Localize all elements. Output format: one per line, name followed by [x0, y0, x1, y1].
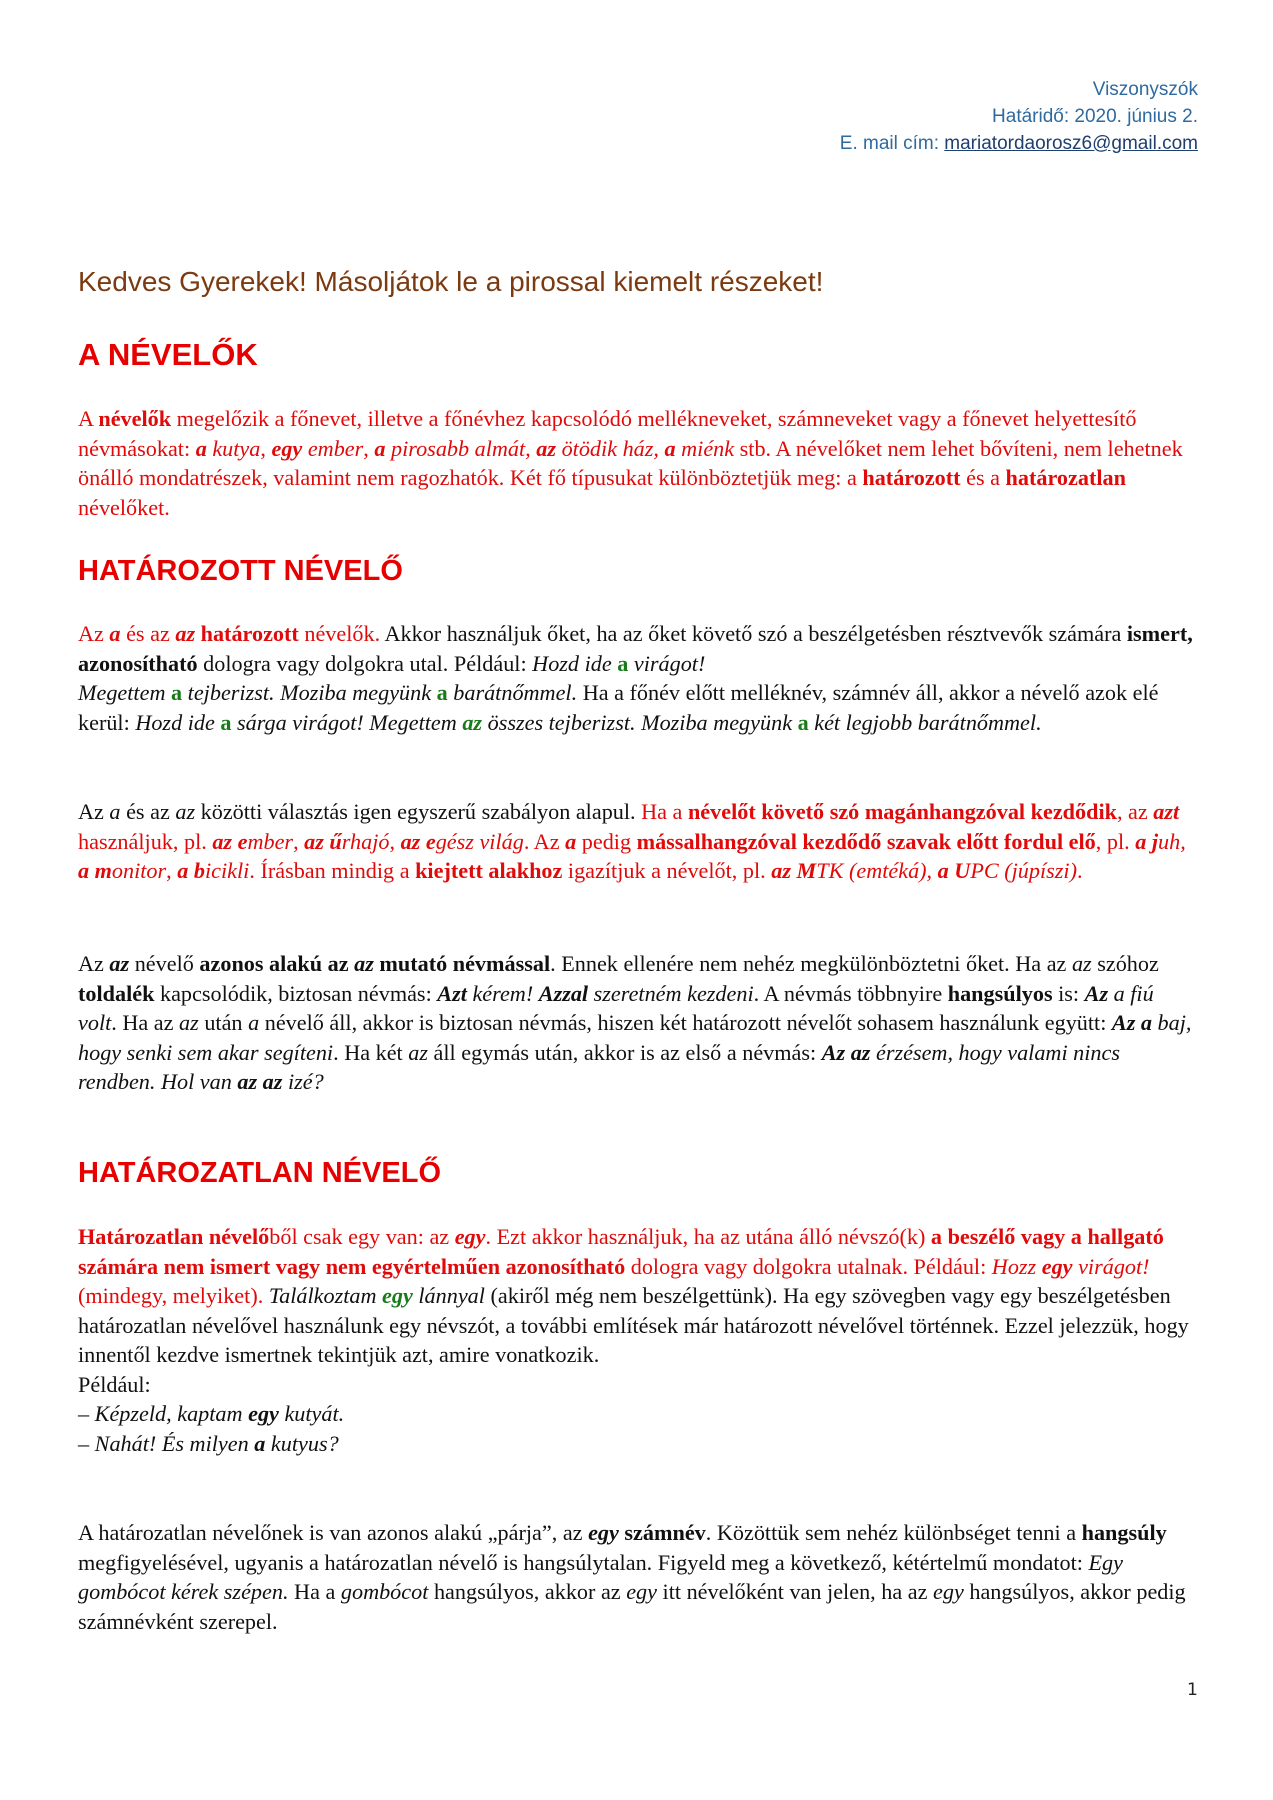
- text-run: a: [195, 435, 207, 461]
- text-run: Azt: [437, 980, 467, 1006]
- text-run: a fiú volt: [78, 980, 1154, 1035]
- text-run: . Ezt akkor használjuk, ha az utána álló névszó(k): [485, 1224, 931, 1249]
- page-number: 1: [1187, 1680, 1198, 1700]
- text-run: határozatlan: [1005, 465, 1126, 490]
- text-run: a: [109, 799, 121, 824]
- text-run: igazítjuk a névelőt, pl.: [562, 858, 772, 883]
- text-run: –: [78, 1430, 95, 1456]
- document-header: [840, 76, 1198, 157]
- text-run: az: [1071, 951, 1092, 976]
- text-run: a: [109, 621, 121, 646]
- text-run: . A névmás többnyire: [753, 980, 948, 1006]
- text-run: szóhoz: [1091, 951, 1159, 976]
- text-run: egy: [248, 1401, 279, 1426]
- subject-title: Viszonyszók: [1092, 79, 1198, 100]
- text-run: az: [536, 435, 557, 461]
- text-run: határozott: [200, 621, 299, 646]
- text-run: után: [198, 1010, 249, 1035]
- text-run: használjuk, pl.: [78, 828, 213, 854]
- text-run: ,: [389, 828, 401, 854]
- text-run: a b: [177, 858, 205, 883]
- text-run: a: [171, 680, 183, 705]
- text-run: határozott: [862, 465, 961, 490]
- text-run: az: [462, 709, 483, 735]
- text-run: –: [78, 1401, 95, 1426]
- text-run: onitor: [111, 858, 167, 883]
- text-run: ,: [293, 828, 305, 854]
- text-run: egy: [1041, 1253, 1073, 1279]
- text-run: pirosabb almát,: [385, 435, 537, 461]
- text-run: (akiről még nem beszélgettünk). Ha egy szövegben vagy egy beszélgetésben határozatlan névelővel használunk egy névszót, a további említések már határozott névelővel történnek. Ezzel jelezzük, hogy innentől kezdve ismertnek tekintjük azt, amire vonatkozik.: [78, 1283, 1189, 1367]
- text-run: hangsúly: [1081, 1520, 1167, 1545]
- text-run: az e: [400, 828, 436, 854]
- text-run: és a: [960, 465, 1006, 490]
- text-run: egy: [271, 435, 303, 461]
- text-run: uh,: [1158, 828, 1186, 854]
- text-run: áll egymás után, akkor is az első a névmás:: [428, 1039, 822, 1065]
- text-run: itt névelőként van jelen, ha az: [656, 1579, 933, 1604]
- text-run: . Az: [523, 828, 566, 854]
- text-run: Ha a: [641, 799, 688, 824]
- text-run: hangsúlyos, akkor pedig számnévként szerepel.: [78, 1579, 1186, 1634]
- main-heading: A NÉVELŐK: [78, 337, 258, 372]
- text-run: Határozatlan névelő: [78, 1224, 270, 1249]
- text-run: az: [408, 1039, 428, 1065]
- text-run: Megettem: [78, 680, 172, 705]
- text-run: névelők.: [298, 621, 381, 646]
- text-run: . Ha két: [333, 1039, 409, 1065]
- text-run: baj, hogy senki sem akar segíteni: [78, 1010, 1192, 1065]
- text-run: kiejtett alakhoz: [415, 858, 563, 883]
- text-run: számnév: [624, 1520, 706, 1545]
- text-run: és az: [120, 799, 176, 824]
- text-run: Például:: [78, 1371, 151, 1397]
- text-run: egy: [588, 1520, 619, 1545]
- text-run: ,: [363, 435, 375, 461]
- text-run: lánnyal: [412, 1283, 485, 1308]
- text-run: névelőket.: [78, 494, 170, 520]
- text-run: kapcsolódik, biztosan névmás:: [154, 980, 438, 1006]
- text-run: hangsúlyos: [947, 980, 1053, 1006]
- text-run: dologra vagy dolgokra utal. Például:: [197, 650, 533, 676]
- paragraph-intro-articles: [78, 404, 1198, 522]
- text-run: ismert, azonosítható: [78, 621, 1193, 676]
- text-run: egy: [382, 1283, 413, 1308]
- text-run: dologra vagy dolgokra utalnak. Például:: [625, 1253, 992, 1279]
- text-run: gombócot: [340, 1579, 429, 1604]
- text-run: kutyát.: [278, 1401, 345, 1426]
- text-run: az e: [212, 828, 248, 854]
- text-run: ,: [260, 435, 272, 461]
- text-run: az ű: [304, 828, 342, 854]
- text-run: izé?: [282, 1069, 324, 1094]
- text-run: gész világ: [435, 828, 524, 854]
- text-run: az: [179, 1010, 199, 1035]
- text-run: a: [436, 680, 448, 705]
- text-run: mássalhangzóval kezdődő szavak előtt fordul elő: [636, 828, 1096, 854]
- text-run: Akkor használjuk őket, ha az őket követő szó a beszélgetésben résztvevők számára: [380, 621, 1127, 646]
- text-run: névelő áll, akkor is biztosan névmás, hiszen két határozott névelőt sohasem használunk együtt:: [259, 1010, 1112, 1035]
- paragraph-a-vs-az: [78, 797, 1198, 886]
- text-run: rhajó: [341, 828, 390, 854]
- text-run: icikli: [204, 858, 250, 883]
- paragraph-az-pronoun: [78, 949, 1198, 1097]
- text-run: . Írásban mindig a: [249, 858, 416, 883]
- text-run: PC (júpíszi): [970, 858, 1077, 883]
- text-run: stb. A névelőket nem lehet bővíteni, nem lehetnek önálló mondatrészek, valamint nem ragozhatók. Két fő típusukat különböztetjük meg: a: [78, 435, 1183, 490]
- text-run: a beszélő vagy a hallgató számára nem ismert vagy nem egyértelműen azonosítható: [78, 1224, 1164, 1279]
- text-run: hangsúlyos, akkor az: [428, 1579, 627, 1604]
- text-run: a: [248, 1010, 260, 1035]
- text-run: Az a: [1111, 1010, 1152, 1035]
- text-run: érzésem, hogy valami nincs rendben. Hol van: [78, 1039, 1120, 1094]
- text-run: Egy gombócot kérek szépen.: [78, 1549, 1123, 1604]
- text-run: a: [617, 650, 629, 676]
- text-run: A határozatlan névelőnek is van azonos alakú „párja”, az: [78, 1520, 589, 1545]
- text-run: ötödik ház,: [556, 435, 665, 461]
- text-run: névelő: [129, 951, 200, 976]
- text-run: a: [797, 709, 809, 735]
- text-run: egy: [454, 1224, 486, 1249]
- text-run: Az: [78, 621, 110, 646]
- text-run: egy: [933, 1579, 964, 1604]
- text-run: ből csak egy van: az: [269, 1224, 455, 1249]
- text-run: Az: [78, 799, 110, 824]
- paragraph-egy-numeral: [78, 1518, 1198, 1636]
- text-run: virágot!: [628, 650, 706, 676]
- intro-instruction: Kedves Gyerekek! Másoljátok le a pirossal kiemelt részeket!: [78, 266, 824, 297]
- email-label: E. mail cím:: [839, 133, 945, 154]
- text-run: kérem!: [466, 980, 539, 1006]
- heading-definite-article: HATÁROZOTT NÉVELŐ: [78, 555, 403, 587]
- text-run: névelőt követő szó magánhangzóval kezdődik: [687, 799, 1117, 824]
- email-link[interactable]: mariatordaorosz6@gmail.com: [944, 133, 1198, 154]
- text-run: azonos alakú az: [199, 951, 355, 976]
- text-run: Az az: [821, 1039, 871, 1065]
- text-run: két legjobb barátnőmmel.: [808, 709, 1042, 735]
- text-run: Nahát! És milyen: [94, 1430, 255, 1456]
- text-run: kutyus?: [265, 1430, 339, 1456]
- text-run: tejberizst. Moziba megyünk: [182, 680, 437, 705]
- text-run: ,: [166, 858, 178, 883]
- text-run: Találkoztam: [268, 1283, 383, 1308]
- text-run: , pl.: [1095, 828, 1136, 854]
- text-run: a: [374, 435, 386, 461]
- text-run: is:: [1052, 980, 1085, 1006]
- text-run: mber: [247, 828, 294, 854]
- text-run: a: [254, 1430, 266, 1456]
- text-run: kutya: [206, 435, 261, 461]
- text-run: névelők: [98, 406, 172, 431]
- text-run: Ha a főnév előtt melléknév, számnév áll, akkor a névelő azok elé kerül:: [78, 680, 1159, 735]
- text-run: a m: [78, 858, 112, 883]
- text-run: miénk: [675, 435, 735, 461]
- text-run: pedig: [576, 828, 637, 854]
- text-run: Az: [78, 951, 110, 976]
- text-run: Az: [1084, 980, 1109, 1006]
- heading-indefinite-article: HATÁROZATLAN NÉVELŐ: [78, 1157, 442, 1189]
- text-run: a: [664, 435, 676, 461]
- text-run: (mindegy, melyiket).: [78, 1283, 264, 1308]
- text-run: azt: [1153, 799, 1180, 824]
- text-run: TK (emtéká),: [816, 858, 938, 883]
- text-run: az M: [771, 858, 817, 883]
- text-run: az: [109, 951, 130, 976]
- text-run: A: [78, 406, 99, 431]
- text-run: . Közöttük sem nehéz különbséget tenni a: [705, 1520, 1082, 1545]
- text-run: megelőzik a főnevet, illetve a főnévhez kapcsolódó mellékneveket, számneveket vagy a főnevet helyettesítő névmásokat:: [78, 406, 1137, 461]
- text-run: , az: [1116, 799, 1154, 824]
- paragraph-definite-usage: [78, 619, 1198, 737]
- text-run: mutató névmással: [373, 951, 551, 976]
- text-run: egy: [626, 1579, 657, 1604]
- text-run: Azzal: [538, 980, 589, 1006]
- text-run: Hozd ide: [532, 650, 618, 676]
- text-run: . Ennek ellenére nem nehéz megkülönböztetni őket. Ha az: [550, 951, 1072, 976]
- text-run: toldalék: [78, 980, 155, 1006]
- text-run: összes tejberizst. Moziba megyünk: [482, 709, 798, 735]
- text-run: az: [175, 621, 196, 646]
- text-run: közötti választás igen egyszerű szabályon alapul.: [195, 799, 642, 824]
- text-run: virágot!: [1072, 1253, 1150, 1279]
- text-run: Képzeld, kaptam: [94, 1401, 249, 1426]
- text-run: az: [354, 951, 374, 976]
- paragraph-indefinite-usage: [78, 1222, 1198, 1458]
- text-run: az: [175, 799, 196, 824]
- text-run: . Ha az: [111, 1010, 180, 1035]
- text-run: a U: [937, 858, 971, 883]
- text-run: megfigyelésével, ugyanis a határozatlan névelő is hangsúlytalan. Figyeld meg a következő, kétértelmű mondatot:: [78, 1549, 1089, 1575]
- text-run: szeretném kezdeni: [588, 980, 754, 1006]
- text-run: és az: [120, 621, 176, 646]
- text-run: ember: [302, 435, 364, 461]
- email-line: [840, 130, 1198, 157]
- text-run: a: [220, 709, 232, 735]
- text-run: sárga virágot! Megettem: [231, 709, 463, 735]
- text-run: Hozd ide: [135, 709, 221, 735]
- deadline: Határidő: 2020. június 2.: [992, 106, 1198, 127]
- text-run: Hozz: [991, 1253, 1042, 1279]
- text-run: az az: [237, 1069, 283, 1094]
- text-run: a: [565, 828, 577, 854]
- text-run: Ha a: [288, 1579, 341, 1604]
- text-run: barátnőmmel.: [447, 680, 578, 705]
- text-run: .: [1076, 858, 1083, 883]
- text-run: a j: [1135, 828, 1159, 854]
